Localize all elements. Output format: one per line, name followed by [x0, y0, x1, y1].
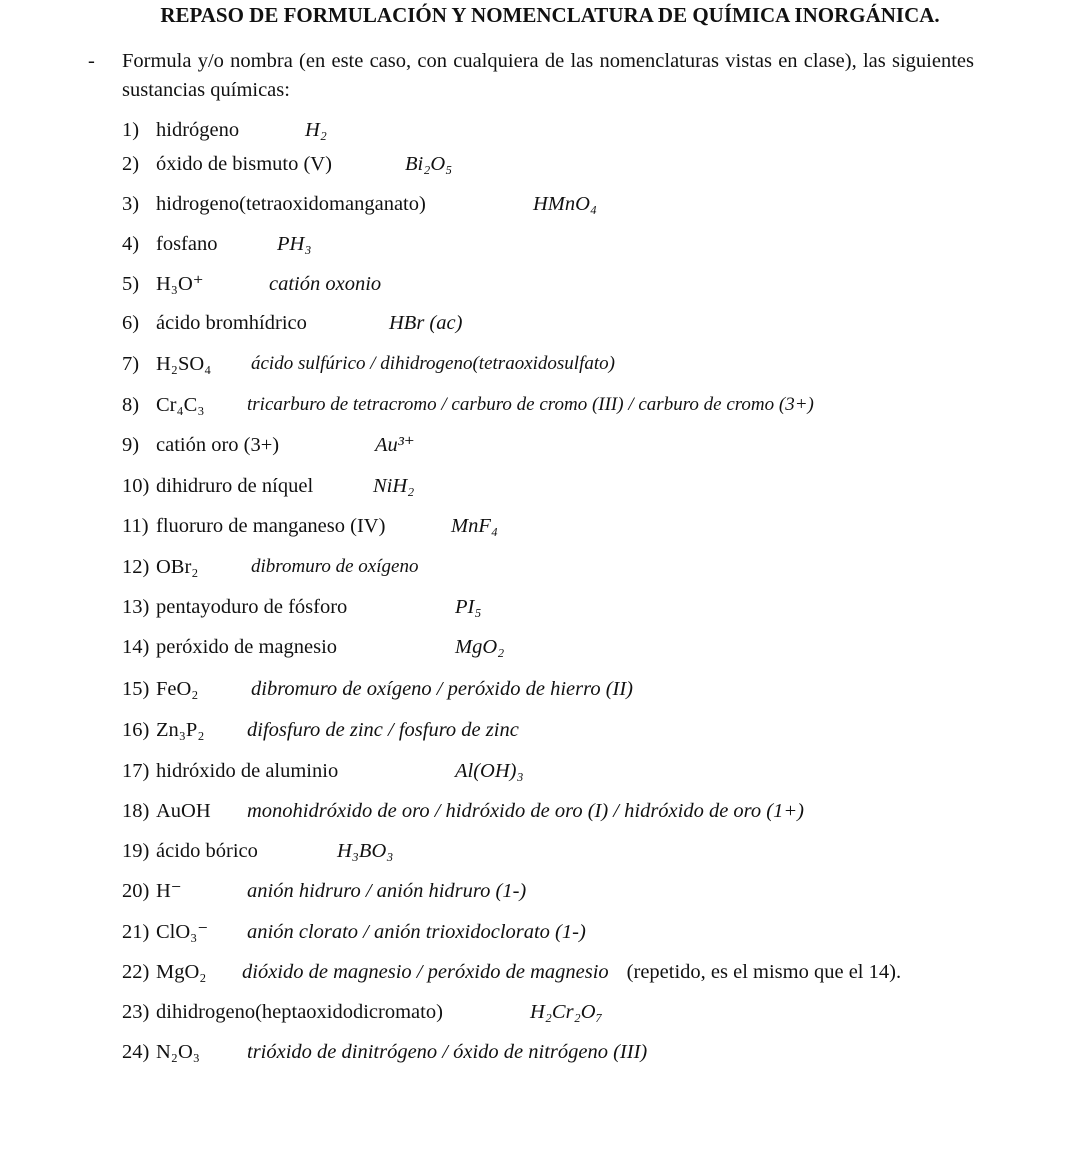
item-prompt: ácido bromhídrico	[156, 312, 307, 334]
item-answer: trióxido de dinitrógeno / óxido de nitrógeno (III)	[247, 1041, 648, 1063]
item-number: 8)	[122, 394, 140, 416]
item-answer: NiH₂	[373, 475, 415, 497]
item-number: 7)	[122, 353, 140, 375]
item-prompt: pentayoduro de fósforo	[156, 596, 348, 618]
item-answer: HMnO₄	[533, 193, 598, 215]
list-item	[122, 149, 453, 179]
item-answer: dibromuro de oxígeno / peróxido de hierro (II)	[251, 678, 634, 700]
item-answer: Au³⁺	[375, 434, 415, 456]
item-answer: HBr (ac)	[389, 312, 463, 334]
item-number: 17)	[122, 760, 150, 782]
item-number: 6)	[122, 312, 140, 334]
item-answer: anión hidruro / anión hidruro (1-)	[247, 880, 527, 902]
instruction-text: Formula y/o nombra (en este caso, con cualquiera de las nomenclaturas vistas en clase), las siguientes sustancias químicas:	[122, 50, 974, 101]
item-answer: PI₅	[455, 596, 482, 618]
list-item	[122, 674, 634, 704]
item-answer: MgO₂	[455, 636, 505, 658]
item-answer: Bi₂O₅	[405, 153, 453, 175]
list-item	[122, 229, 312, 259]
item-answer: PH₃	[277, 233, 312, 255]
item-prompt: N₂O₃	[156, 1041, 200, 1063]
item-prompt: hidróxido de aluminio	[156, 760, 339, 782]
list-item	[122, 997, 603, 1027]
item-prompt: ácido bórico	[156, 840, 258, 862]
answer-text: dióxido de magnesio / peróxido de magnesio	[242, 961, 609, 983]
list-item	[122, 1037, 648, 1067]
item-note: (repetido, es el mismo que el 14).	[626, 961, 902, 983]
item-number: 10)	[122, 475, 150, 497]
item-number: 13)	[122, 596, 150, 618]
item-prompt: MgO₂	[156, 961, 207, 983]
item-number: 18)	[122, 800, 150, 822]
item-answer: MnF₄	[451, 515, 498, 537]
list-item	[122, 876, 527, 906]
item-answer: catión oxonio	[269, 273, 382, 295]
list-item	[122, 511, 498, 541]
list-item	[122, 552, 419, 582]
list-item	[122, 715, 519, 745]
item-answer: monohidróxido de oro / hidróxido de oro (I) / hidróxido de oro (1+)	[247, 800, 805, 822]
item-number: 11)	[122, 515, 149, 537]
list-item	[122, 796, 805, 826]
item-answer: Al(OH)₃	[455, 760, 524, 782]
item-prompt: catión oro (3+)	[156, 434, 280, 456]
list-item	[122, 390, 814, 420]
list-item	[122, 632, 505, 662]
list-item	[122, 592, 482, 622]
item-answer	[242, 957, 901, 987]
item-number: 9)	[122, 434, 140, 456]
list-item	[122, 756, 524, 786]
item-prompt: óxido de bismuto (V)	[156, 153, 332, 175]
item-answer: ácido sulfúrico / dihidrogeno(tetraoxidosulfato)	[251, 353, 615, 374]
item-number: 14)	[122, 636, 150, 658]
item-number: 5)	[122, 273, 140, 295]
item-prompt: H₃O⁺	[156, 273, 204, 295]
item-number: 23)	[122, 1001, 150, 1023]
item-number: 16)	[122, 719, 150, 741]
list-item	[122, 917, 586, 947]
item-prompt: Zn₃P₂	[156, 719, 205, 741]
item-prompt: FeO₂	[156, 678, 199, 700]
item-prompt: peróxido de magnesio	[156, 636, 338, 658]
item-prompt: OBr₂	[156, 556, 199, 578]
item-number: 4)	[122, 233, 140, 255]
item-number: 24)	[122, 1041, 150, 1063]
item-number: 12)	[122, 556, 150, 578]
item-number: 22)	[122, 961, 150, 983]
list-item	[122, 471, 415, 501]
list-item	[122, 308, 463, 338]
item-answer: H₂Cr₂O₇	[530, 1001, 603, 1023]
item-number: 15)	[122, 678, 150, 700]
list-item	[122, 836, 394, 866]
item-answer: H₂	[305, 119, 327, 141]
item-prompt: AuOH	[156, 800, 211, 822]
bullet-dash: -	[88, 50, 95, 72]
item-answer: H₃BO₃	[337, 840, 394, 862]
item-prompt: fosfano	[156, 233, 218, 255]
item-answer: difosfuro de zinc / fosfuro de zinc	[247, 719, 519, 741]
item-prompt: H₂SO₄	[156, 353, 212, 375]
item-number: 3)	[122, 193, 140, 215]
item-answer: dibromuro de oxígeno	[251, 556, 419, 577]
item-prompt: Cr₄C₃	[156, 394, 205, 416]
list-item	[122, 957, 902, 987]
list-item	[122, 430, 415, 460]
item-prompt: H⁻	[156, 880, 182, 902]
item-number: 1)	[122, 119, 140, 141]
item-prompt: dihidrogeno(heptaoxidodicromato)	[156, 1001, 443, 1023]
item-prompt: hidrógeno	[156, 119, 240, 141]
item-answer: tricarburo de tetracromo / carburo de cromo (III) / carburo de cromo (3+)	[247, 394, 814, 415]
list-item	[122, 189, 598, 219]
list-item	[122, 115, 327, 145]
list-item	[122, 349, 615, 379]
item-number: 21)	[122, 921, 150, 943]
item-answer: anión clorato / anión trioxidoclorato (1-)	[247, 921, 586, 943]
list-item	[122, 269, 382, 299]
item-prompt: ClO₃⁻	[156, 921, 209, 943]
item-prompt: dihidruro de níquel	[156, 475, 314, 497]
item-prompt: fluoruro de manganeso (IV)	[156, 515, 386, 537]
item-number: 19)	[122, 840, 150, 862]
item-number: 2)	[122, 153, 140, 175]
item-number: 20)	[122, 880, 150, 902]
item-prompt: hidrogeno(tetraoxidomanganato)	[156, 193, 426, 215]
page-title: REPASO DE FORMULACIÓN Y NOMENCLATURA DE QUÍMICA INORGÁNICA.	[160, 3, 940, 27]
